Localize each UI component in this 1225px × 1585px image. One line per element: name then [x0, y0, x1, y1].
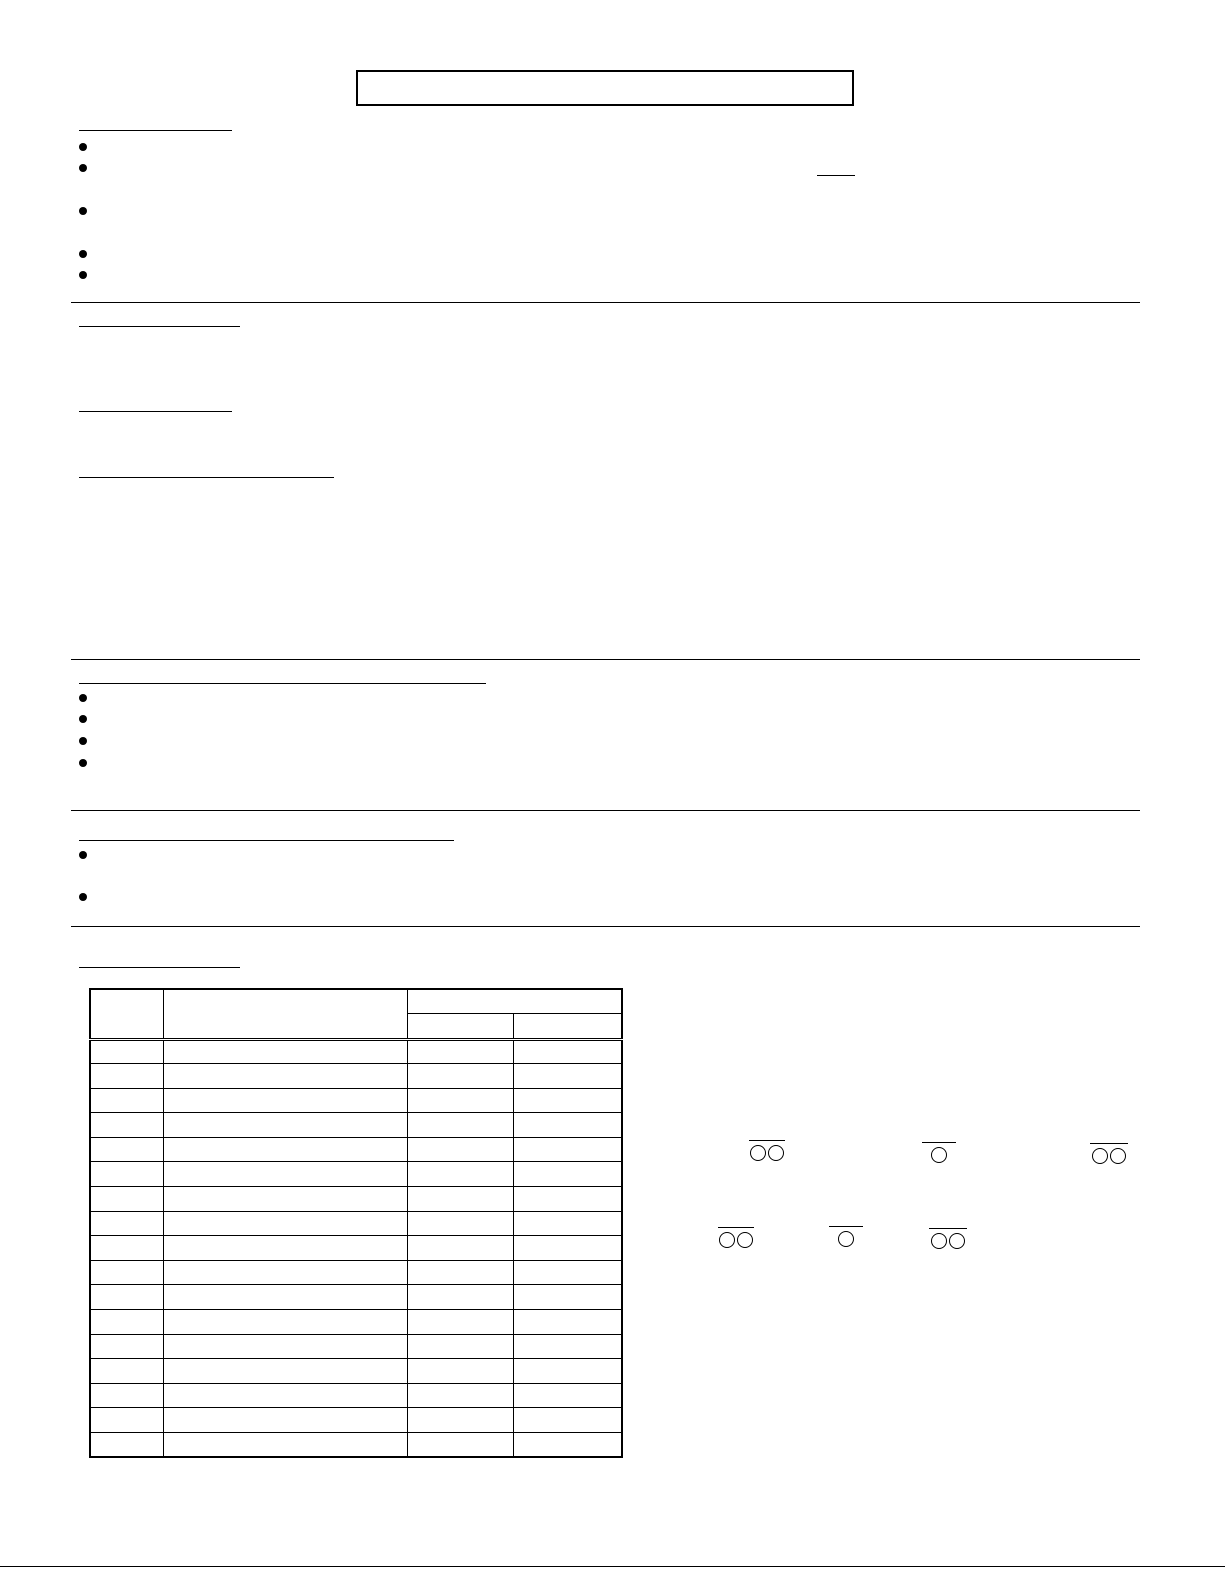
- table-cell: [513, 1211, 622, 1236]
- table-row: [90, 1039, 622, 1064]
- overbar-double-circle-symbol: [749, 1140, 785, 1161]
- table-cell: [164, 1433, 408, 1458]
- bullet-icon: [79, 851, 87, 859]
- table-subheader-cell: [408, 1013, 514, 1039]
- table-cell: [408, 1433, 514, 1458]
- table-cell: [90, 1211, 164, 1236]
- overbar-double-circle-symbol: [1090, 1143, 1128, 1164]
- table-header-cell: [90, 989, 164, 1039]
- table-cell: [408, 1113, 514, 1138]
- table-cell: [164, 1137, 408, 1162]
- bullet-icon: [79, 737, 87, 745]
- table-cell: [513, 1383, 622, 1408]
- table-cell: [164, 1236, 408, 1261]
- table-cell: [408, 1039, 514, 1064]
- table-row: [90, 1088, 622, 1113]
- table-cell: [164, 1383, 408, 1408]
- table-cell: [164, 1113, 408, 1138]
- table-row: [90, 1187, 622, 1212]
- table-cell: [164, 1162, 408, 1187]
- table-cell: [164, 1039, 408, 1064]
- table-cell: [90, 1236, 164, 1261]
- table-cell: [164, 1187, 408, 1212]
- section-6-heading-underline: [79, 840, 454, 841]
- bullet-icon: [79, 893, 87, 901]
- section-4-heading-underline: [79, 477, 334, 478]
- table-cell: [513, 1334, 622, 1359]
- table-cell: [90, 1359, 164, 1384]
- table-cell: [513, 1162, 622, 1187]
- table-header-cell: [164, 989, 408, 1039]
- table-cell: [90, 1113, 164, 1138]
- overbar-single-circle-symbol: [922, 1142, 956, 1163]
- table-row: [90, 1113, 622, 1138]
- table-header-row: [90, 989, 622, 1013]
- table-cell: [164, 1408, 408, 1433]
- bullet-icon: [79, 759, 87, 767]
- section-divider: [71, 302, 1140, 303]
- section-3-heading-underline: [79, 411, 232, 412]
- table-row: [90, 1260, 622, 1285]
- table-cell: [164, 1260, 408, 1285]
- table-cell: [408, 1088, 514, 1113]
- table-cell: [408, 1260, 514, 1285]
- table-cell: [90, 1260, 164, 1285]
- table-cell: [513, 1088, 622, 1113]
- table-cell: [408, 1137, 514, 1162]
- bullet-icon: [79, 143, 87, 151]
- table-row: [90, 1064, 622, 1089]
- table-cell: [164, 1334, 408, 1359]
- table-cell: [408, 1162, 514, 1187]
- table-cell: [90, 1433, 164, 1458]
- table-row: [90, 1137, 622, 1162]
- section-7-heading-underline: [79, 967, 240, 968]
- table-cell: [164, 1359, 408, 1384]
- table-cell: [90, 1383, 164, 1408]
- table-cell: [408, 1211, 514, 1236]
- table-cell: [513, 1039, 622, 1064]
- table-cell: [513, 1260, 622, 1285]
- table-cell: [513, 1187, 622, 1212]
- overbar-double-circle-symbol: [929, 1228, 967, 1249]
- bullet-icon: [79, 164, 87, 172]
- table-row: [90, 1408, 622, 1433]
- bullet-icon: [79, 207, 87, 215]
- table-cell: [513, 1408, 622, 1433]
- overbar-single-circle-symbol: [829, 1226, 863, 1247]
- table-cell: [90, 1408, 164, 1433]
- table-cell: [164, 1310, 408, 1335]
- table-cell: [164, 1211, 408, 1236]
- table-cell: [513, 1433, 622, 1458]
- table-row: [90, 1211, 622, 1236]
- table-cell: [513, 1359, 622, 1384]
- table-cell: [90, 1088, 164, 1113]
- table-row: [90, 1359, 622, 1384]
- table-header-cell: [408, 989, 622, 1013]
- table-cell: [408, 1236, 514, 1261]
- table-cell: [90, 1162, 164, 1187]
- section-5-heading-underline: [79, 683, 486, 684]
- table-cell: [90, 1137, 164, 1162]
- table-cell: [513, 1113, 622, 1138]
- table-cell: [164, 1064, 408, 1089]
- bullet-icon: [79, 250, 87, 258]
- bullet-icon: [79, 271, 87, 279]
- table-cell: [408, 1187, 514, 1212]
- table-cell: [408, 1310, 514, 1335]
- section-divider: [71, 926, 1140, 927]
- blank-line: [817, 175, 855, 176]
- section-divider: [71, 810, 1140, 811]
- table-cell: [513, 1064, 622, 1089]
- data-table: [89, 988, 623, 1458]
- table-row: [90, 1285, 622, 1310]
- table-cell: [90, 1285, 164, 1310]
- table-cell: [90, 1064, 164, 1089]
- title-box: [356, 70, 854, 106]
- table-cell: [408, 1064, 514, 1089]
- table-cell: [164, 1088, 408, 1113]
- table-cell: [408, 1334, 514, 1359]
- table-row: [90, 1310, 622, 1335]
- section-2-heading-underline: [79, 326, 240, 327]
- table-row: [90, 1433, 622, 1458]
- page-bottom-rule: [0, 1566, 1225, 1567]
- table-cell: [90, 1187, 164, 1212]
- table-cell: [513, 1236, 622, 1261]
- table-cell: [513, 1310, 622, 1335]
- section-divider: [71, 659, 1140, 660]
- table-cell: [513, 1285, 622, 1310]
- table-cell: [90, 1039, 164, 1064]
- section-1-heading-underline: [79, 130, 232, 131]
- bullet-icon: [79, 715, 87, 723]
- table-row: [90, 1162, 622, 1187]
- overbar-double-circle-symbol: [718, 1227, 754, 1248]
- table-subheader-cell: [513, 1013, 622, 1039]
- table-cell: [90, 1334, 164, 1359]
- table-row: [90, 1236, 622, 1261]
- table-row: [90, 1383, 622, 1408]
- table-cell: [408, 1359, 514, 1384]
- table-cell: [408, 1285, 514, 1310]
- bullet-icon: [79, 694, 87, 702]
- table-cell: [408, 1383, 514, 1408]
- table-row: [90, 1334, 622, 1359]
- table-cell: [90, 1310, 164, 1335]
- table-cell: [408, 1408, 514, 1433]
- table-cell: [513, 1137, 622, 1162]
- table-cell: [164, 1285, 408, 1310]
